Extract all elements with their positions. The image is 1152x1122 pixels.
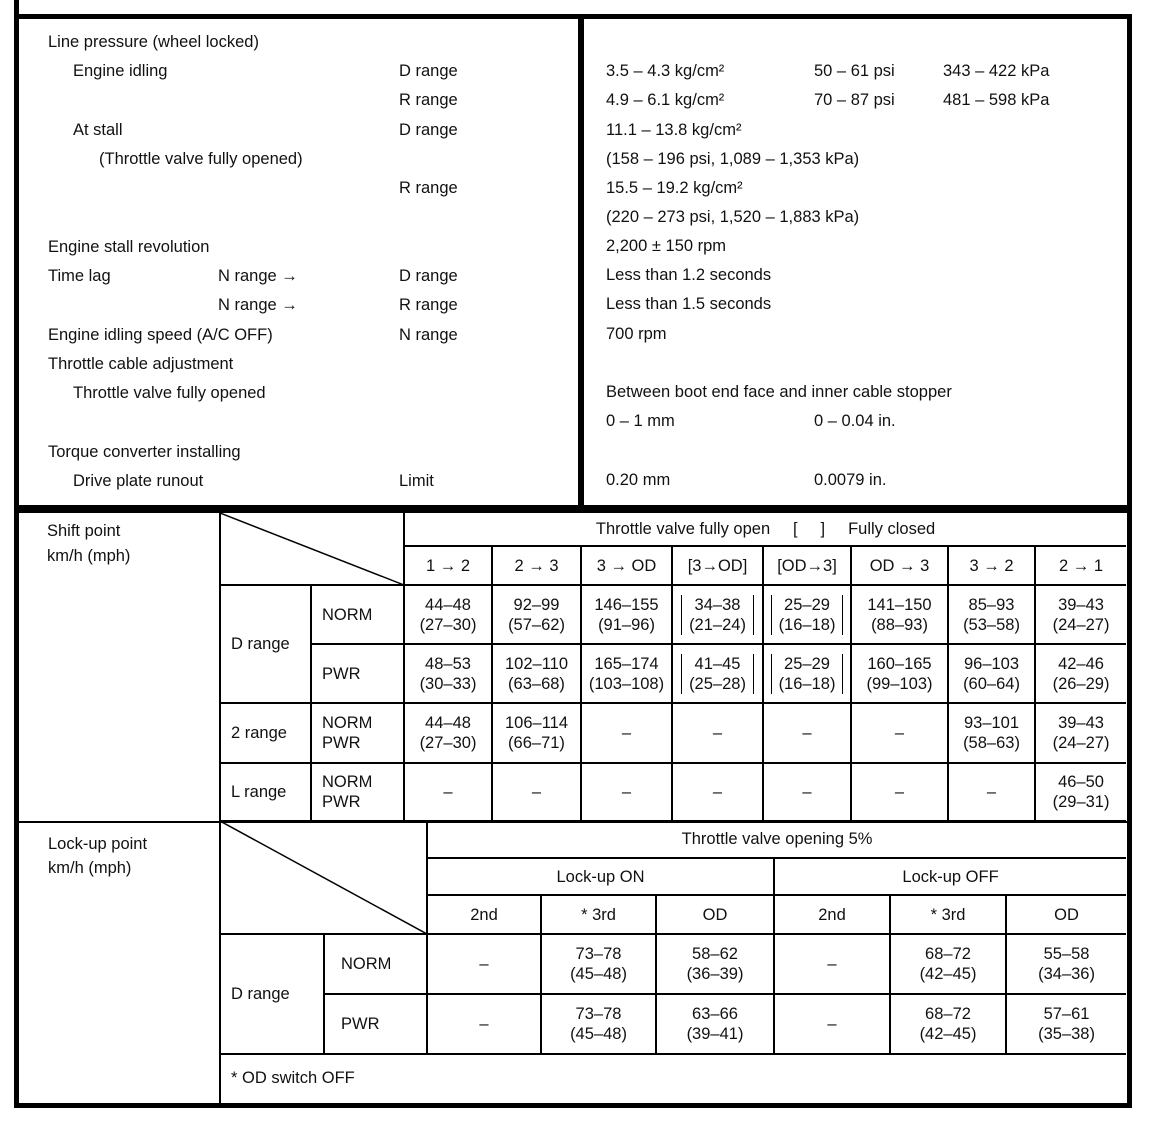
- throttle-cable-sub: Throttle valve fully opened: [73, 384, 266, 402]
- cell-line: –: [712, 783, 723, 801]
- cell-line: (27–30): [419, 734, 477, 752]
- diagonal-line: [220, 513, 404, 585]
- lockup-col-header: * 3rd: [890, 895, 1006, 934]
- lockup-cell: [656, 934, 774, 994]
- line-pressure-title: Line pressure (wheel locked): [48, 33, 259, 51]
- shift-col-header: 2 → 1: [1035, 546, 1126, 585]
- throttle-cable-in: 0 – 0.04 in.: [814, 412, 896, 430]
- shift-col-header: [3→OD]: [672, 546, 763, 585]
- cell-line: –: [443, 783, 453, 801]
- shift-col-header: 3 → OD: [581, 546, 672, 585]
- cell-line: –: [802, 724, 812, 742]
- cell-line: 85–93: [968, 595, 1015, 614]
- lockup-cell: [427, 934, 541, 994]
- throttle-cable-desc: Between boot end face and inner cable stopper: [606, 383, 952, 401]
- cell-line: 106–114: [504, 714, 568, 732]
- cell-line: 25–29: [784, 654, 830, 673]
- cell-line: (88–93): [871, 615, 928, 634]
- time-lag-to-2: R range: [399, 296, 458, 314]
- cell-line: 141–150: [867, 595, 932, 614]
- cell-line: 48–53: [425, 654, 471, 673]
- lockup-footnote: * OD switch OFF: [220, 1054, 1126, 1101]
- drive-plate-in: 0.0079 in.: [814, 471, 887, 489]
- throttle-cable-label: Throttle cable adjustment: [48, 355, 234, 373]
- lockup-col-header: 2nd: [427, 895, 541, 934]
- cell-line: –: [827, 1015, 837, 1033]
- cell-line: 44–48: [425, 714, 471, 732]
- shift-cell: [851, 585, 948, 644]
- idle-d-kpa: 343 – 422 kPa: [943, 62, 1050, 80]
- cell-line: (27–30): [419, 615, 477, 634]
- cell-line: 73–78: [575, 1005, 622, 1023]
- cell-line: (57–62): [508, 615, 565, 634]
- shift-point-table: [219, 513, 1126, 822]
- shift-cell: [1035, 703, 1126, 763]
- shift-col-header: 2 → 3: [492, 546, 581, 585]
- cell-line: –: [621, 724, 632, 742]
- shift-cell: [763, 703, 851, 763]
- stall-d-alt: (158 – 196 psi, 1,089 – 1,353 kPa): [606, 150, 860, 168]
- stall-r-range: R range: [399, 179, 458, 197]
- engine-idling-label: Engine idling: [73, 62, 168, 80]
- shift-cell: [948, 644, 1035, 703]
- cell-line: 42–46: [1058, 654, 1104, 673]
- idle-d-range: D range: [399, 62, 458, 80]
- cell-line: –: [712, 724, 723, 742]
- shift-cell-bracketed: [672, 644, 763, 703]
- stall-r-kgcm: 15.5 – 19.2 kg/cm²: [606, 179, 743, 197]
- cell-line: (58–63): [963, 734, 1020, 752]
- shift-cell: [404, 763, 492, 821]
- cell-line: –: [479, 1015, 489, 1033]
- stall-revolution-label: Engine stall revolution: [48, 238, 210, 256]
- shift-cell: [492, 644, 581, 703]
- shift-cell: [948, 585, 1035, 644]
- section-divider: [19, 505, 1127, 513]
- cell-line: –: [621, 783, 632, 801]
- corner-mark: [14, 0, 19, 14]
- cell-line: (30–33): [419, 674, 477, 693]
- spec-divider: [578, 19, 584, 507]
- shift-col-header: [OD→3]: [763, 546, 851, 585]
- shift-cell: [948, 703, 1035, 763]
- cell-line: (34–36): [1038, 965, 1095, 983]
- cell-line: (29–31): [1052, 793, 1110, 811]
- shift-col-header: 3 → 2: [948, 546, 1035, 585]
- shift-pwr-label: PWR: [311, 644, 404, 703]
- lockup-col-header: 2nd: [774, 895, 890, 934]
- lockup-off-header: Lock-up OFF: [774, 858, 1126, 895]
- stall-r-alt: (220 – 273 psi, 1,520 – 1,883 kPa): [606, 208, 860, 226]
- shift-cell: [581, 585, 672, 644]
- shift-norm-pwr-label: [311, 763, 404, 821]
- lockup-d-range: D range: [220, 934, 324, 1054]
- throttle-note: (Throttle valve fully opened): [99, 150, 303, 168]
- cell-line: (42–45): [919, 965, 977, 983]
- cell-line: –: [827, 955, 837, 973]
- lockup-cell: [427, 994, 541, 1054]
- cell-line: (99–103): [866, 674, 933, 693]
- idle-r-range: R range: [399, 91, 458, 109]
- shift-throttle-header: Throttle valve fully open [ ] Fully closed: [404, 513, 1126, 546]
- lockup-throttle-header: Throttle valve opening 5%: [427, 821, 1126, 858]
- shift-cell: [404, 703, 492, 763]
- cell-line: (21–24): [689, 615, 746, 634]
- drive-plate-mm: 0.20 mm: [606, 471, 671, 489]
- shift-cell: [1035, 763, 1126, 821]
- cell-line: (26–29): [1052, 674, 1110, 693]
- cell-line: 55–58: [1043, 945, 1090, 963]
- shift-cell: [851, 703, 948, 763]
- lockup-col-header: * 3rd: [541, 895, 656, 934]
- shift-2-range: 2 range: [220, 703, 311, 763]
- cell-line: (39–41): [686, 1025, 744, 1043]
- torque-converter-label: Torque converter installing: [48, 443, 241, 461]
- shift-cell: [404, 644, 492, 703]
- idling-speed-range: N range: [399, 326, 458, 344]
- cell-line: 165–174: [594, 654, 659, 673]
- cell-line: 160–165: [867, 654, 932, 673]
- cell-line: PWR: [322, 793, 361, 811]
- cell-line: –: [986, 783, 997, 801]
- shift-cell: [492, 703, 581, 763]
- bracket-box: [681, 654, 754, 694]
- shift-cell: [672, 703, 763, 763]
- bracket-box: [681, 595, 754, 635]
- time-lag-from-2: N range →: [218, 296, 298, 314]
- idle-r-psi: 70 – 87 psi: [814, 91, 895, 109]
- time-lag-value-2: Less than 1.5 seconds: [606, 295, 772, 313]
- cell-line: –: [479, 955, 489, 973]
- shift-cell: [1035, 644, 1126, 703]
- shift-norm-pwr-label: [311, 703, 404, 763]
- time-lag-to-1: D range: [399, 267, 458, 285]
- cell-line: (63–68): [508, 674, 565, 693]
- idling-speed-label: Engine idling speed (A/C OFF): [48, 326, 273, 344]
- shift-cell: [404, 585, 492, 644]
- lockup-cell: [541, 994, 656, 1054]
- idle-r-kpa: 481 – 598 kPa: [943, 91, 1050, 109]
- stall-d-kgcm: 11.1 – 13.8 kg/cm²: [606, 121, 742, 139]
- idle-d-psi: 50 – 61 psi: [814, 62, 895, 80]
- lockup-pwr-label: PWR: [324, 994, 427, 1054]
- cell-line: (66–71): [508, 734, 565, 752]
- shift-cell: [851, 644, 948, 703]
- cell-line: (60–64): [963, 674, 1020, 693]
- shift-cell: [851, 763, 948, 821]
- idle-r-kgcm: 4.9 – 6.1 kg/cm²: [606, 91, 725, 109]
- cell-line: (45–48): [570, 1025, 627, 1043]
- lockup-cell: [1006, 934, 1126, 994]
- lockup-point-unit: km/h (mph): [48, 859, 132, 877]
- lockup-col-header: OD: [656, 895, 774, 934]
- cell-line: 57–61: [1043, 1005, 1090, 1023]
- cell-line: –: [531, 783, 542, 801]
- lockup-cell: [774, 994, 890, 1054]
- bracket-box: [771, 654, 844, 694]
- shift-cell: [672, 763, 763, 821]
- diagonal-line: [220, 821, 427, 934]
- shift-l-range: L range: [220, 763, 311, 821]
- cell-line: (42–45): [919, 1025, 977, 1043]
- shift-d-range: D range: [220, 585, 311, 703]
- cell-line: 146–155: [594, 595, 659, 614]
- cell-line: (25–28): [689, 674, 746, 693]
- cell-line: 39–43: [1058, 595, 1104, 614]
- cell-line: 73–78: [575, 945, 622, 963]
- lockup-cell: [541, 934, 656, 994]
- cell-line: (53–58): [963, 615, 1020, 634]
- cell-line: (24–27): [1052, 615, 1110, 634]
- cell-line: 93–101: [963, 714, 1020, 732]
- cell-line: NORM: [322, 714, 373, 732]
- cell-line: –: [894, 724, 905, 742]
- time-lag-label: Time lag: [48, 267, 111, 285]
- cell-line: PWR: [322, 734, 361, 752]
- cell-line: 25–29: [784, 595, 830, 614]
- lockup-cell: [656, 994, 774, 1054]
- shift-cell: [581, 763, 672, 821]
- lockup-on-header: Lock-up ON: [427, 858, 774, 895]
- cell-line: 102–110: [504, 654, 568, 673]
- cell-line: –: [894, 783, 905, 801]
- shift-cell: [948, 763, 1035, 821]
- drive-plate-limit: Limit: [399, 472, 434, 490]
- shift-norm-label: NORM: [311, 585, 404, 644]
- throttle-cable-mm: 0 – 1 mm: [606, 412, 675, 430]
- shift-col-header: 1 → 2: [404, 546, 492, 585]
- cell-line: 96–103: [963, 654, 1020, 673]
- drive-plate-label: Drive plate runout: [73, 472, 204, 490]
- lockup-point-title: Lock-up point: [48, 835, 148, 853]
- lockup-norm-label: NORM: [324, 934, 427, 994]
- cell-line: 44–48: [425, 595, 471, 614]
- cell-line: 92–99: [513, 595, 560, 614]
- lockup-cell: [890, 934, 1006, 994]
- shift-cell: [763, 763, 851, 821]
- cell-line: NORM: [322, 773, 373, 791]
- stall-d-range: D range: [399, 121, 458, 139]
- cell-line: 68–72: [925, 1005, 971, 1023]
- lockup-cell: [1006, 994, 1126, 1054]
- cell-line: 41–45: [694, 654, 741, 673]
- shift-cell-bracketed: [672, 585, 763, 644]
- shift-cell-bracketed: [763, 644, 851, 703]
- cell-line: (16–18): [778, 615, 836, 634]
- lockup-diagonal-corner: [220, 821, 427, 934]
- shift-cell: [1035, 585, 1126, 644]
- shift-cell: [492, 763, 581, 821]
- cell-line: (16–18): [778, 674, 836, 693]
- cell-line: (24–27): [1052, 734, 1110, 752]
- lockup-col-header: OD: [1006, 895, 1126, 934]
- cell-line: (45–48): [570, 965, 627, 983]
- idle-d-kgcm: 3.5 – 4.3 kg/cm²: [606, 62, 725, 80]
- cell-line: (91–96): [598, 615, 655, 634]
- shift-cell: [581, 644, 672, 703]
- cell-line: 39–43: [1058, 714, 1104, 732]
- shift-diagonal-corner: [220, 513, 404, 585]
- lockup-point-table: [219, 821, 1126, 1101]
- idling-speed-value: 700 rpm: [606, 325, 667, 343]
- at-stall-label: At stall: [73, 121, 123, 139]
- lockup-cell: [774, 934, 890, 994]
- cell-line: 58–62: [692, 945, 738, 963]
- cell-line: 34–38: [694, 595, 741, 614]
- cell-line: (35–38): [1038, 1025, 1095, 1043]
- cell-line: 68–72: [925, 945, 971, 963]
- cell-line: (36–39): [686, 965, 744, 983]
- cell-line: 63–66: [692, 1005, 738, 1023]
- shift-point-title: Shift point: [47, 522, 121, 540]
- shift-cell: [492, 585, 581, 644]
- cell-line: (103–108): [588, 674, 665, 693]
- cell-line: 46–50: [1058, 773, 1104, 791]
- stall-revolution-value: 2,200 ± 150 rpm: [606, 237, 727, 255]
- shift-col-header: OD → 3: [851, 546, 948, 585]
- shift-cell-bracketed: [763, 585, 851, 644]
- shift-point-unit: km/h (mph): [47, 547, 131, 565]
- time-lag-from-1: N range →: [218, 267, 298, 285]
- bracket-box: [771, 595, 844, 635]
- lockup-cell: [890, 994, 1006, 1054]
- time-lag-value-1: Less than 1.2 seconds: [606, 266, 772, 284]
- shift-cell: [581, 703, 672, 763]
- cell-line: –: [802, 783, 812, 801]
